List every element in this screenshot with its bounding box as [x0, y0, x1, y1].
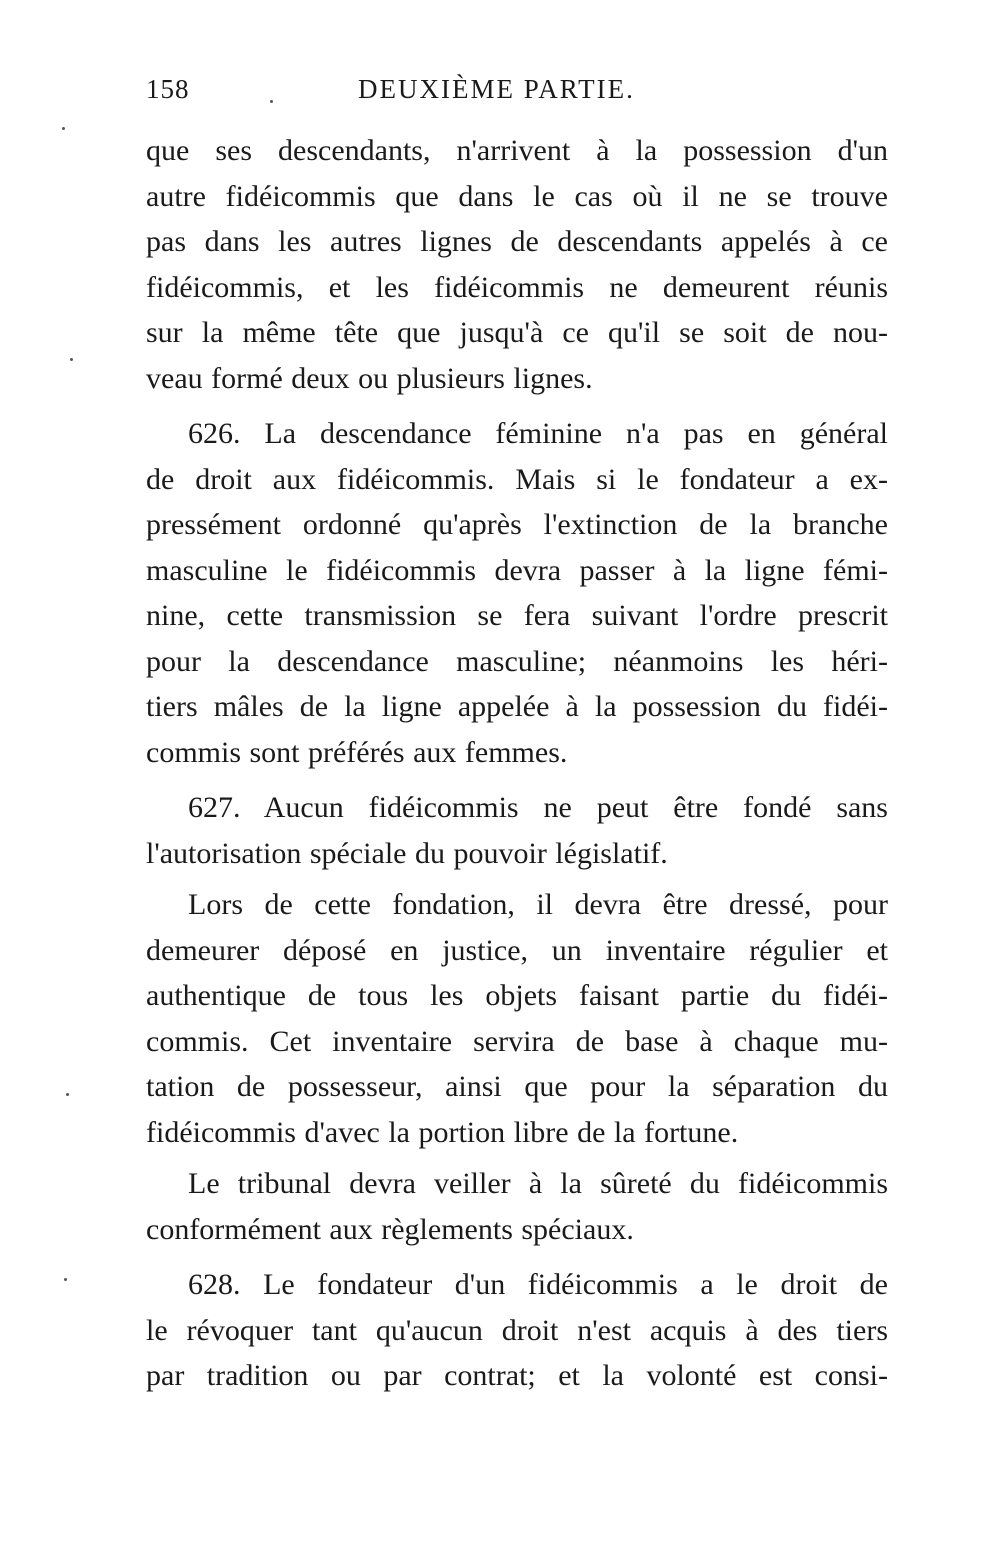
text-line: pressément ordonné qu'après l'extinction de la branche: [146, 508, 888, 541]
text-line: 628. Le fondateur d'un fidéicommis a le droit de: [188, 1268, 888, 1301]
text-line: 627. Aucun fidéicommis ne peut être fondé sans: [188, 791, 888, 824]
speck: [270, 100, 273, 103]
text-line: Lors de cette fondation, il devra être dressé, pour: [188, 888, 888, 921]
text-line: autre fidéicommis que dans le cas où il ne se trouve: [146, 179, 888, 213]
page-header: [146, 74, 866, 114]
paragraph-627: [146, 785, 888, 876]
text-line: de droit aux fidéicommis. Mais si le fondateur a ex-: [146, 462, 888, 496]
text-line: le révoquer tant qu'aucun droit n'est acquis à des tiers: [146, 1313, 888, 1347]
paragraph-continuation: [146, 128, 888, 401]
text-line: tation de possesseur, ainsi que pour la séparation du: [146, 1070, 888, 1103]
text-line: fidéicommis, et les fidéicommis ne demeurent réunis: [146, 270, 888, 304]
body-text: [146, 128, 888, 1399]
text-line: veau formé deux ou plusieurs lignes.: [146, 361, 593, 395]
text-line: demeurer déposé en justice, un inventaire régulier et: [146, 933, 888, 967]
speck: [66, 1093, 69, 1096]
text-line: commis sont préférés aux femmes.: [146, 735, 568, 769]
text-line: par tradition ou par contrat; et la volonté est consi-: [146, 1359, 888, 1392]
paragraph-628: [146, 1262, 888, 1399]
text-line: authentique de tous les objets faisant partie du fidéi-: [146, 979, 888, 1012]
text-line: nine, cette transmission se fera suivant l'ordre prescrit: [146, 599, 888, 632]
paragraph-626: [146, 411, 888, 775]
text-line: conformément aux règlements spéciaux.: [146, 1212, 634, 1246]
text-line: sur la même tête que jusqu'à ce qu'il se soit de nou-: [146, 316, 888, 349]
text-line: pas dans les autres lignes de descendants appelés à ce: [146, 225, 888, 258]
speck: [62, 127, 65, 130]
text-line: l'autorisation spéciale du pouvoir législatif.: [146, 836, 668, 870]
running-head: DEUXIÈME PARTIE.: [358, 74, 635, 104]
paragraph-627-tribunal: [146, 1161, 888, 1252]
text-line: masculine le fidéicommis devra passer à la ligne fémi-: [146, 553, 888, 587]
speck: [64, 1278, 67, 1281]
text-line: que ses descendants, n'arrivent à la possession d'un: [146, 134, 888, 167]
text-line: 626. La descendance féminine n'a pas en général: [188, 417, 888, 450]
text-line: Le tribunal devra veiller à la sûreté du fidéicommis: [188, 1167, 888, 1200]
text-line: commis. Cet inventaire servira de base à chaque mu-: [146, 1024, 888, 1058]
paragraph-627-inventory: [146, 882, 888, 1155]
text-line: fidéicommis d'avec la portion libre de la fortune.: [146, 1115, 739, 1149]
speck: [70, 358, 73, 361]
text-line: tiers mâles de la ligne appelée à la possession du fidéi-: [146, 690, 888, 723]
text-line: pour la descendance masculine; néanmoins les héri-: [146, 644, 888, 678]
page-number: 158: [146, 74, 190, 104]
